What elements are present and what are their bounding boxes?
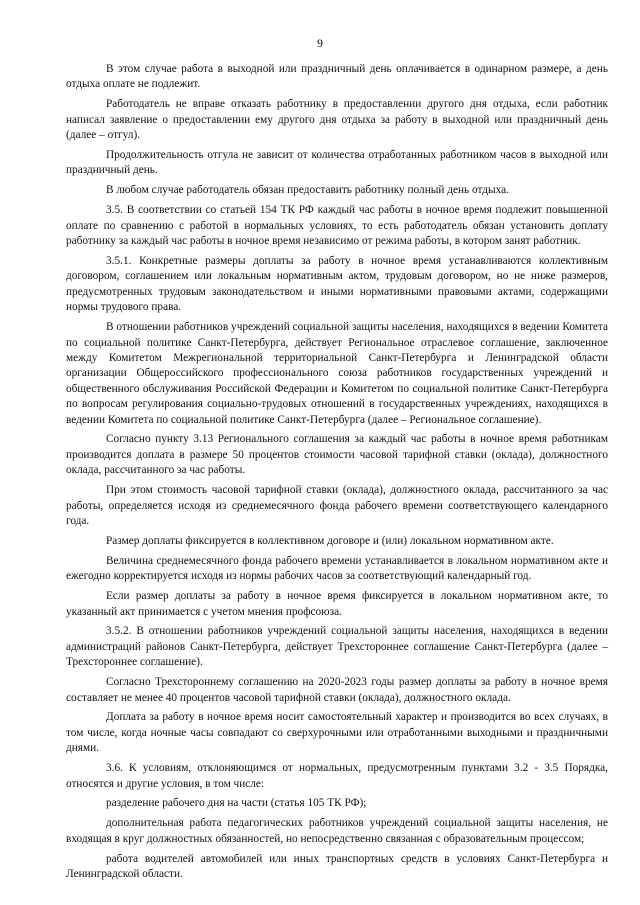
paragraph: разделение рабочего дня на части (статья 105 ТК РФ); bbox=[106, 797, 367, 810]
document-body bbox=[66, 62, 608, 887]
paragraph: Доплата за работу в ночное время носит самостоятельный характер и производится во всех случаях, в том числе, когда ночные часы совпадают со сверхурочными или отработанными выходными и праздничными днями. bbox=[66, 711, 608, 755]
paragraph: При этом стоимость часовой тарифной ставки (оклада), должностного оклада, рассчитанного за час работы, определяется исходя из среднемесячного фонда рабочего времени соответствующего календарного года. bbox=[66, 484, 608, 527]
paragraph: Величина среднемесячного фонда рабочего времени устанавливается в локальном нормативном акте и ежегодно корректируется исходя из нормы рабочих часов за соответствующий календарный год. bbox=[66, 554, 608, 583]
paragraph: Работодатель не вправе отказать работнику в предоставлении другого дня отдыха, если работник написал заявление о предоставлении ему другого дня отдыха за работу в выходной или праздничный день (далее – отгул). bbox=[66, 98, 608, 142]
paragraph: 3.5.2. В отношении работников учреждений социальной защиты населения, находящихся в ведении администраций районов Санкт-Петербурга, действует Трехстороннее соглашение Санкт-Петербурга (далее – Трехстороннее соглашение). bbox=[66, 625, 608, 669]
paragraph: В этом случае работа в выходной или праздничный день оплачивается в одинарном размере, а день отдыха оплате не подлежит. bbox=[66, 63, 608, 91]
paragraph: 3.6. К условиям, отклоняющимся от нормальных, предусмотренным пунктами 3.2 - 3.5 Порядка, относятся и другие условия, в том числе: bbox=[66, 762, 608, 790]
paragraph: Размер доплаты фиксируется в коллективном договоре и (или) локальном нормативном акте. bbox=[106, 534, 554, 547]
paragraph: 3.5. В соответствии со статьей 154 ТК РФ каждый час работы в ночное время подлежит повышенной оплате по сравнению с работой в нормальных условиях, то есть работодатель обязан установить доплату работнику за каждый час работы в ночное время независимо от режима работы, в котором занят работник. bbox=[66, 204, 608, 248]
paragraph: В любом случае работодатель обязан предоставить работнику полный день отдыха. bbox=[106, 184, 509, 197]
paragraph: Согласно пункту 3.13 Регионального соглашения за каждый час работы в ночное время работникам производится доплата в размере 50 процентов стоимости часовой тарифной ставки (оклада), должностного оклада, рассчитанного за час работы. bbox=[66, 433, 608, 477]
paragraph: В отношении работников учреждений социальной защиты населения, находящихся в ведении Комитета по социальной политике Санкт-Петербурга, действует Региональное отраслевое соглашение, заключенное между Комитетом Межрегиональной территориальной Санкт-Петербурга и Ленинградской области организации Общероссийского профессионального союза работников государственных учреждений и общественного обслуживания Российской Федерации и Комитетом по социальной политике Санкт-Петербурга по вопросам регулирования социально-трудовых отношений в государственных учреждениях, находящихся в ведении Комитета по социальной политике Санкт-Петербурга (далее – Региональное соглашение). bbox=[66, 321, 608, 426]
paragraph: 3.5.1. Конкретные размеры доплаты за работу в ночное время устанавливаются коллективным договором, соглашением или локальным нормативным актом, трудовым договором, но не ниже размеров, предусмотренных трудовым законодательством и иными нормативными правовыми актами, содержащими нормы трудового права. bbox=[66, 254, 608, 314]
paragraph: Продолжительность отгула не зависит от количества отработанных работником часов в выходной или праздничный день. bbox=[66, 149, 608, 177]
paragraph: Если размер доплаты за работу в ночное время фиксируется в локальном нормативном акте, то указанный акт принимается с учетом мнения профсоюза. bbox=[66, 590, 608, 618]
paragraph: работа водителей автомобилей или иных транспортных средств в условиях Санкт-Петербурга и Ленинградской области. bbox=[66, 852, 608, 881]
page-number: 9 bbox=[317, 36, 323, 50]
paragraph: Согласно Трехстороннему соглашению на 2020-2023 годы размер доплаты за работу в ночное время составляет не менее 40 процентов часовой тарифной ставки (оклада), должностного оклада. bbox=[66, 676, 608, 704]
paragraph: дополнительная работа педагогических работников учреждений социальной защиты населения, не входящая в круг должностных обязанностей, но непосредственно связанная с образовательным процессом; bbox=[66, 817, 608, 845]
